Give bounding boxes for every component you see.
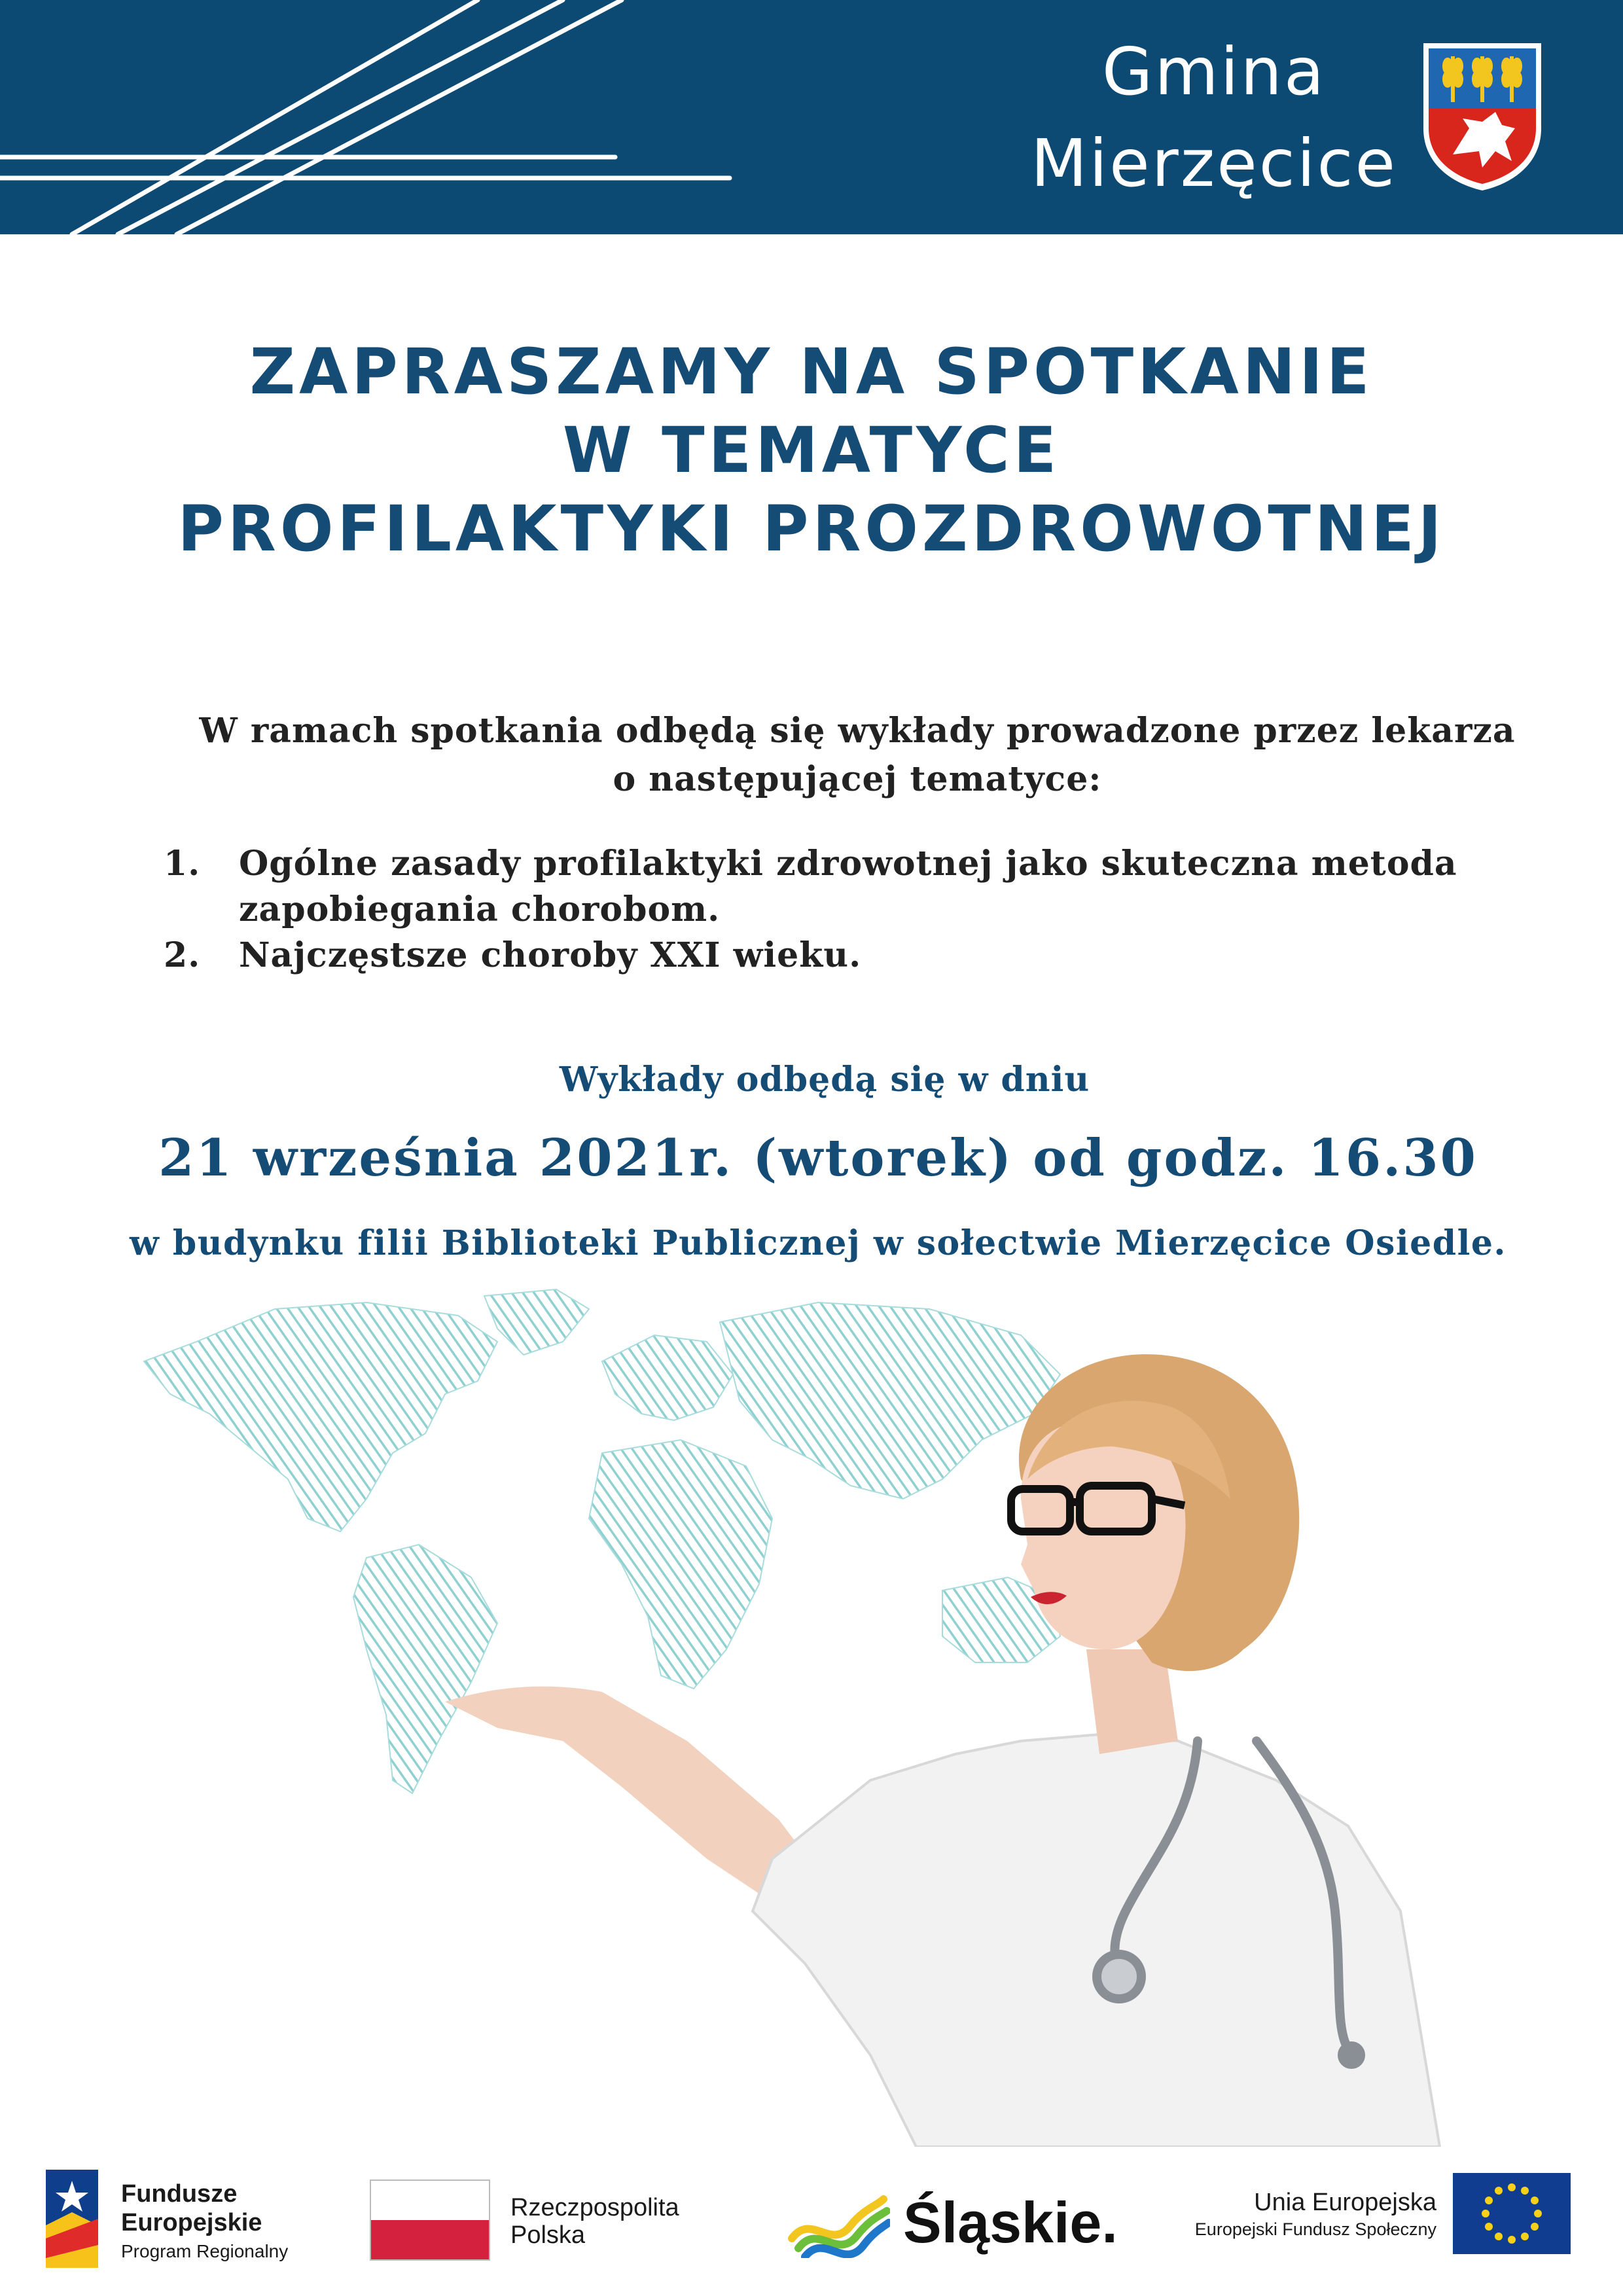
list-item — [164, 933, 1571, 978]
intro-line-2: o następującej tematyce: — [613, 759, 1102, 799]
municipality-line-1: Gmina — [1101, 33, 1327, 110]
rp-line-1: Rzeczpospolita — [510, 2194, 679, 2221]
eu-line-2: Europejski Fundusz Społeczny — [1194, 2219, 1436, 2239]
fe-line-2: Europejskie — [121, 2209, 262, 2236]
fe-line-3: Program Regionalny — [121, 2241, 289, 2261]
page-title — [0, 332, 1623, 568]
list-item-number: 2. — [164, 935, 201, 975]
event-date: 21 września 2021r. (wtorek) od godz. 16.30 — [158, 1128, 1478, 1188]
eu-line-1: Unia Europejska — [1254, 2189, 1436, 2216]
eu-flag-icon — [1453, 2173, 1571, 2254]
logo-unia-europejska — [1178, 2173, 1584, 2265]
intro-text — [157, 707, 1558, 804]
fe-line-1: Fundusze — [121, 2180, 238, 2208]
municipality-name — [1031, 26, 1397, 209]
title-line-3: PROFILAKTYKI PROZDROWOTNEJ — [177, 492, 1446, 565]
list-item-number: 1. — [164, 844, 201, 884]
poland-flag-icon — [370, 2179, 490, 2261]
header-lines-decoration — [0, 0, 785, 234]
list-item-text: Ogólne zasady profilaktyki zdrowotnej jako skuteczna metoda zapobiegania chorobom. — [239, 844, 1457, 929]
intro-line-1: W ramach spotkania odbędą się wykłady prowadzone przez lekarza — [199, 711, 1516, 751]
event-venue: w budynku filii Biblioteki Publicznej w sołectwie Mierzęcice Osiedle. — [129, 1223, 1507, 1263]
logo-rzeczpospolita-polska — [370, 2179, 723, 2265]
illustration — [0, 1283, 1623, 2147]
logo-fundusze-europejskie — [43, 2166, 317, 2271]
header-band — [0, 0, 1623, 234]
footer-logos — [0, 2160, 1623, 2291]
fe-logo-icon — [43, 2166, 101, 2271]
topic-list — [164, 841, 1571, 978]
list-item — [164, 841, 1571, 933]
slaskie-name: Śląskie. — [903, 2190, 1118, 2255]
municipality-line-2: Mierzęcice — [1031, 125, 1397, 202]
title-line-2: W TEMATYCE — [562, 414, 1061, 487]
title-line-1: ZAPRASZAMY NA SPOTKANIE — [249, 335, 1374, 408]
logo-slaskie — [785, 2179, 1126, 2265]
event-intro: Wykłady odbędą się w dniu — [559, 1060, 1090, 1100]
rp-line-2: Polska — [510, 2221, 586, 2249]
slaskie-waves-icon — [785, 2179, 890, 2258]
coat-of-arms-icon — [1417, 37, 1548, 194]
list-item-text: Najczęstsze choroby XXI wieku. — [239, 935, 862, 975]
